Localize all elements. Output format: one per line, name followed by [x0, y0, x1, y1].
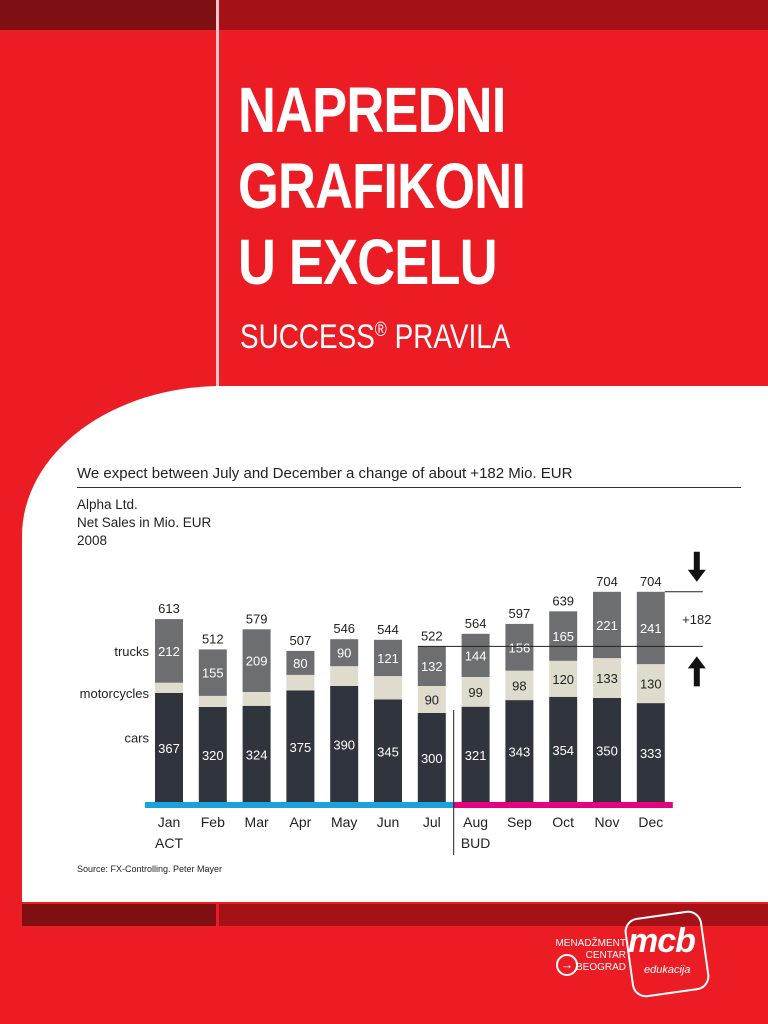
x-tick-label-jun: Jun [376, 814, 400, 830]
bar-motorcycles-mar [243, 692, 271, 706]
bud-axis-bar [454, 802, 673, 808]
logo-line-2: CENTAR [585, 950, 626, 961]
x-tick-label-jan: Jan [157, 814, 181, 830]
total-label-feb: 512 [201, 631, 224, 647]
segment-label-cars-jan: 367 [158, 740, 180, 756]
title-line-2: GRAFIKONI [238, 150, 526, 222]
total-label-jul: 522 [420, 628, 443, 644]
logo-line-1: MENADŽMENT [555, 938, 626, 949]
x-tick-label-jul: Jul [422, 814, 441, 830]
registered-mark: ® [374, 319, 387, 341]
segment-label-trucks-dec: 241 [639, 620, 662, 636]
segment-label-trucks-aug: 144 [464, 648, 487, 664]
bar-motorcycles-jun [374, 676, 402, 699]
segment-label-motorcycles-oct: 120 [552, 671, 575, 687]
segment-label-motorcycles-sep: 98 [512, 678, 527, 694]
segment-label-cars-oct: 354 [552, 742, 575, 758]
chart-title-company: Alpha Ltd. [77, 497, 138, 512]
segment-label-trucks-mar: 209 [245, 653, 268, 669]
x-tick-label-apr: Apr [289, 814, 312, 830]
x-tick-label-feb: Feb [200, 814, 225, 830]
x-tick-label-oct: Oct [552, 814, 575, 830]
legend-label-trucks: trucks [114, 643, 149, 659]
segment-label-trucks-nov: 221 [596, 617, 618, 633]
segment-label-trucks-sep: 156 [508, 640, 531, 656]
segment-label-trucks-may: 90 [336, 645, 352, 661]
segment-label-motorcycles-jul: 90 [424, 692, 440, 708]
act-axis-bar [145, 802, 454, 808]
segment-label-trucks-jan: 212 [158, 643, 180, 659]
total-label-nov: 704 [596, 573, 618, 589]
x-tick-label-may: May [330, 814, 358, 830]
chart-title-measure: Net Sales in Mio. EUR [77, 515, 212, 530]
total-label-aug: 564 [464, 615, 487, 631]
segment-label-trucks-jul: 132 [420, 659, 443, 675]
arrow-up-icon [688, 656, 706, 686]
segment-label-motorcycles-aug: 99 [468, 684, 483, 700]
segment-label-trucks-apr: 80 [293, 655, 308, 671]
x-tick-label-nov: Nov [594, 814, 620, 830]
total-label-jun: 544 [377, 621, 399, 637]
segment-label-cars-apr: 375 [289, 739, 312, 755]
scenario-label-bud: BUD [460, 835, 491, 851]
title-line-1: NAPREDNI [238, 74, 506, 146]
chart-title-year: 2008 [77, 533, 108, 548]
x-tick-label-aug: Aug [463, 814, 489, 830]
total-label-oct: 639 [552, 593, 575, 609]
segment-label-trucks-feb: 155 [201, 665, 224, 681]
legend-label-cars: cars [124, 730, 149, 746]
total-label-may: 546 [333, 621, 356, 637]
x-tick-label-mar: Mar [244, 814, 269, 830]
legend-label-motorcycles: motorcycles [79, 685, 149, 701]
segment-label-cars-may: 390 [333, 737, 356, 753]
segment-label-cars-aug: 321 [464, 747, 487, 763]
segment-label-motorcycles-dec: 130 [639, 676, 662, 692]
segment-label-cars-nov: 350 [596, 743, 618, 759]
logo-mark: mcb [628, 922, 695, 960]
bottom-bar-left [22, 904, 216, 926]
bar-motorcycles-feb [199, 696, 227, 707]
segment-label-cars-sep: 343 [508, 744, 531, 760]
total-label-jan: 613 [158, 601, 180, 617]
delta-label: +182 [682, 612, 712, 628]
total-label-dec: 704 [639, 573, 662, 589]
segment-label-cars-jul: 300 [420, 751, 443, 766]
logo-line-3: BEOGRAD [575, 962, 626, 973]
bar-motorcycles-jan [155, 683, 183, 693]
logo-sub: edukacija [644, 964, 691, 976]
total-label-apr: 507 [289, 632, 312, 648]
subtitle-main: SUCCESS [240, 318, 375, 356]
segment-label-cars-dec: 333 [639, 746, 662, 762]
arrow-down-icon [688, 552, 706, 582]
arrow-circle-icon: → [556, 954, 578, 976]
total-label-mar: 579 [245, 611, 268, 627]
bar-motorcycles-may [330, 666, 358, 686]
subtitle-rest: PRAVILA [386, 318, 511, 356]
scenario-label-act: ACT [155, 835, 183, 851]
total-label-sep: 597 [508, 605, 531, 621]
segment-label-motorcycles-nov: 133 [596, 671, 618, 687]
x-tick-label-sep: Sep [506, 814, 532, 830]
segment-label-trucks-jun: 121 [377, 650, 399, 666]
segment-label-trucks-oct: 165 [552, 629, 575, 645]
x-tick-label-dec: Dec [638, 814, 664, 830]
chart-source: Source: FX-Controlling. Peter Mayer [77, 864, 223, 874]
title-line-3: U EXCELU [238, 226, 497, 298]
segment-label-cars-feb: 320 [201, 748, 224, 763]
segment-label-cars-jun: 345 [377, 744, 399, 760]
chart-headline: We expect between July and December a change of about +182 Mio. EUR [77, 465, 573, 482]
segment-label-cars-mar: 324 [245, 747, 268, 763]
bar-motorcycles-apr [286, 675, 314, 691]
